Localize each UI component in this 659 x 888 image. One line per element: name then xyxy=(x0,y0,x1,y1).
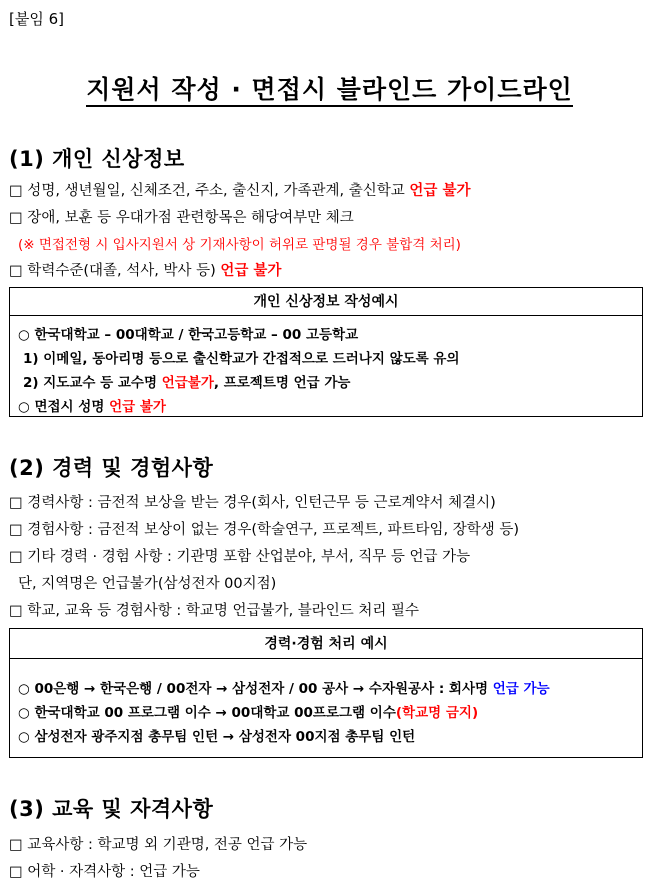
example-box-career xyxy=(9,628,643,758)
list-item: □ 경험사항 : 금전적 보상이 없는 경우(학술연구, 프로젝트, 파트타임, 장학생 등) xyxy=(9,522,520,538)
list-item: □ 성명, 생년월일, 신체조건, 주소, 출신지, 가족관계, 출신학교 언급 불가 xyxy=(9,183,471,199)
list-item: □ 기타 경력 · 경험 사항 : 기관명 포함 산업분야, 부서, 직무 등 언급 가능 xyxy=(9,549,471,565)
example-box-header: 경력·경험 처리 예시 xyxy=(10,629,642,659)
document-title: 지원서 작성 · 면접시 블라인드 가이드라인 xyxy=(0,70,659,106)
example-row: ○ 한국대학교 – 00대학교 / 한국고등학교 – 00 고등학교 xyxy=(18,327,359,343)
section-heading-personal-info: (1) 개인 신상정보 xyxy=(9,147,185,171)
section-heading-education: (3) 교육 및 자격사항 xyxy=(9,797,214,821)
list-item: □ 교육사항 : 학교명 외 기관명, 전공 언급 가능 xyxy=(9,837,308,853)
list-item: □ 경력사항 : 금전적 보상을 받는 경우(회사, 인턴근무 등 근로계약서 체결시) xyxy=(9,495,496,511)
attachment-label: [붙임 6] xyxy=(9,10,64,28)
example-box-personal xyxy=(9,287,643,417)
list-item: □ 어학 · 자격사항 : 언급 가능 xyxy=(9,864,200,880)
section-heading-career: (2) 경력 및 경험사항 xyxy=(9,456,214,480)
example-row: 2) 지도교수 등 교수명 언급불가, 프로젝트명 언급 가능 xyxy=(23,375,351,391)
example-row: ○ 삼성전자 광주지점 총무팀 인턴 → 삼성전자 00지점 총무팀 인턴 xyxy=(18,729,416,745)
list-item: □ 장애, 보훈 등 우대가점 관련항목은 해당여부만 체크 xyxy=(9,210,354,226)
example-box-header: 개인 신상정보 작성예시 xyxy=(10,288,642,316)
example-row: ○ 면접시 성명 언급 불가 xyxy=(18,399,166,415)
list-item-continuation: 단, 지역명은 언급불가(삼성전자 00지점) xyxy=(18,576,277,592)
example-row: ○ 00은행 → 한국은행 / 00전자 → 삼성전자 / 00 공사 → 수자원공사 : 회사명 언급 가능 xyxy=(18,681,550,697)
list-item: □ 학력수준(대졸, 석사, 박사 등) 언급 불가 xyxy=(9,263,282,279)
example-row: 1) 이메일, 동아리명 등으로 출신학교가 간접적으로 드러나지 않도록 유의 xyxy=(23,351,460,367)
list-item: □ 학교, 교육 등 경험사항 : 학교명 언급불가, 블라인드 처리 필수 xyxy=(9,603,420,619)
note-text: (※ 면접전형 시 입사지원서 상 기재사항이 허위로 판명될 경우 불합격 처리) xyxy=(18,237,461,253)
example-row: ○ 한국대학교 00 프로그램 이수 → 00대학교 00프로그램 이수(학교명 금지) xyxy=(18,705,479,721)
